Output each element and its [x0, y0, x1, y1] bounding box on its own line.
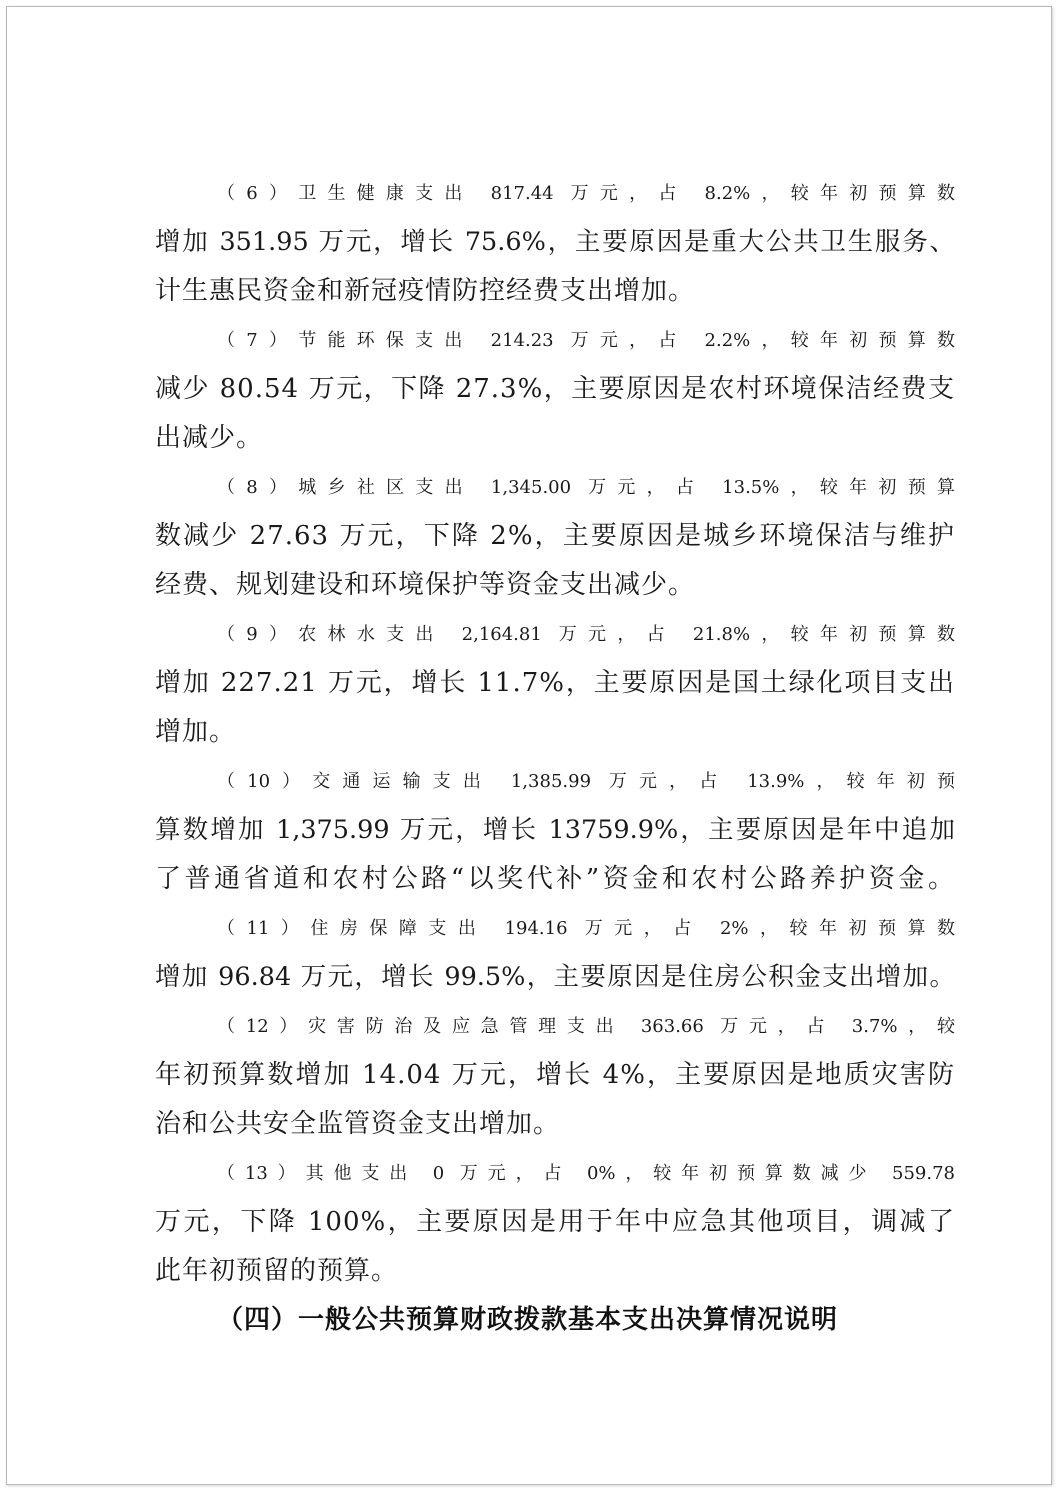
document-page	[6, 6, 1052, 1485]
text-line: 增加 96.84 万元，增长 99.5%，主要原因是住房公积金支出增加。	[155, 962, 955, 992]
text-line: 算数增加 1,375.99 万元，增长 13759.9%，主要原因是年中追加	[155, 815, 955, 845]
paragraph-transport-expenditure	[155, 757, 955, 904]
text-line: 万元，下降 100%，主要原因是用于年中应急其他项目，调减了	[155, 1207, 955, 1237]
text-line: （11）住房保障支出 194.16 万元，占 2%，较年初预算数	[217, 918, 955, 939]
paragraph-environment-expenditure	[155, 316, 955, 463]
text-line: 治和公共安全监管资金支出增加。	[155, 1109, 561, 1139]
paragraph-other-expenditure	[155, 1149, 955, 1296]
text-line: （10）交通运输支出 1,385.99 万元，占 13.9%，较年初预	[217, 771, 955, 792]
paragraph-housing-expenditure	[155, 904, 955, 1002]
text-line: 增加 227.21 万元，增长 11.7%，主要原因是国土绿化项目支出	[155, 668, 955, 698]
paragraph-urban-rural-expenditure	[155, 463, 955, 610]
text-line: 了普通省道和农村公路“以奖代补”资金和农村公路养护资金。	[155, 864, 955, 894]
text-line: （7）节能环保支出 214.23 万元，占 2.2%，较年初预算数	[217, 330, 955, 351]
text-line: （9）农林水支出 2,164.81 万元，占 21.8%，较年初预算数	[217, 624, 955, 645]
paragraph-health-expenditure	[155, 169, 955, 316]
text-line: （6）卫生健康支出 817.44 万元，占 8.2%，较年初预算数	[217, 183, 955, 204]
text-line: 年初预算数增加 14.04 万元，增长 4%，主要原因是地质灾害防	[155, 1060, 955, 1090]
text-line: （13）其他支出 0 万元，占 0%，较年初预算数减少 559.78	[217, 1163, 955, 1184]
text-line: 增加 351.95 万元，增长 75.6%，主要原因是重大公共卫生服务、	[155, 227, 955, 257]
text-line: 增加。	[155, 717, 237, 747]
paragraph-disaster-expenditure	[155, 1002, 955, 1149]
text-line: 计生惠民资金和新冠疫情防控经费支出增加。	[155, 276, 696, 306]
text-line: 数减少 27.63 万元，下降 2%，主要原因是城乡环境保洁与维护	[155, 521, 955, 551]
text-line: 此年初预留的预算。	[155, 1256, 399, 1286]
text-line: 出减少。	[155, 423, 264, 453]
text-line: 减少 80.54 万元，下降 27.3%，主要原因是农村环境保洁经费支	[155, 374, 955, 404]
text-line: （12）灾害防治及应急管理支出 363.66 万元，占 3.7%，较	[217, 1016, 955, 1037]
text-line: 经费、规划建设和环境保护等资金支出减少。	[155, 570, 696, 600]
section-heading: （四）一般公共预算财政拨款基本支出决算情况说明	[217, 1305, 839, 1335]
page-body	[155, 169, 955, 1345]
paragraph-agriculture-expenditure	[155, 610, 955, 757]
text-line: （8）城乡社区支出 1,345.00 万元，占 13.5%，较年初预算	[217, 477, 955, 498]
